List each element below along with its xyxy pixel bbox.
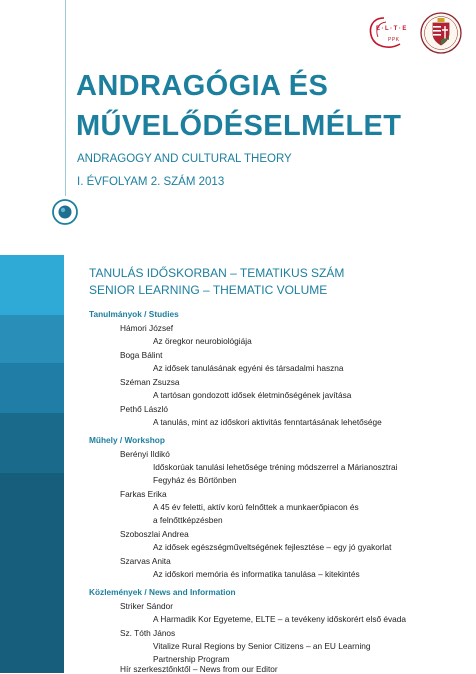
color-band-3 bbox=[0, 363, 64, 413]
toc-article-title: Az idősek egészségműveltségének fejlesztése – egy jó gyakorlat bbox=[153, 542, 392, 552]
toc-author: Berényi Ildikó bbox=[120, 449, 170, 459]
color-band-2 bbox=[0, 315, 64, 363]
section-title-workshop: Műhely / Workshop bbox=[89, 435, 165, 445]
toc-article-title-continued: Fegyház és Börtönben bbox=[153, 475, 237, 485]
toc-author: Boga Bálint bbox=[120, 350, 163, 360]
toc-author: Széman Zsuzsa bbox=[120, 377, 180, 387]
toc-article-title: A tanulás, mint az időskori aktivitás fenntartásának lehetősége bbox=[153, 417, 382, 427]
journal-title-line-1: ANDRAGÓGIA ÉS bbox=[76, 70, 329, 102]
section-title-news: Közlemények / News and Information bbox=[89, 587, 236, 597]
toc-article-title: A Harmadik Kor Egyeteme, ELTE – a tevékeny időskorért első évada bbox=[153, 614, 407, 624]
journal-title-line-2: MŰVELŐDÉSELMÉLET bbox=[76, 110, 402, 142]
elte-ppk-logo bbox=[366, 14, 412, 52]
ppk-logo-text: PPK bbox=[388, 37, 400, 43]
toc-editor-note: Hír szerkesztőnktől – News from our Editor bbox=[120, 664, 278, 674]
toc-author: Hámori József bbox=[120, 323, 174, 333]
color-band-1 bbox=[0, 255, 64, 315]
coat-of-arms-icon bbox=[420, 12, 462, 54]
circle-marker-icon bbox=[52, 199, 78, 225]
toc-article-title: Az öregkor neurobiológiája bbox=[153, 336, 252, 346]
toc-author: Farkas Erika bbox=[120, 489, 167, 499]
toc-article-title: A 45 év feletti, aktív korú felnőttek a munkaerőpiacon és bbox=[153, 502, 359, 512]
toc-article-title: A tartósan gondozott idősek életminőségének javítása bbox=[153, 390, 352, 400]
journal-title-english: ANDRAGOGY AND CULTURAL THEORY bbox=[77, 153, 292, 165]
toc-article-title: Vitalize Rural Regions by Senior Citizens – an EU Learning bbox=[153, 641, 371, 651]
toc-article-title: Az idősek tanulásának egyéni és társadalmi haszna bbox=[153, 363, 344, 373]
toc-article-title: Időskorúak tanulási lehetősége tréning módszerrel a Márianosztrai bbox=[153, 462, 398, 472]
thematic-title-english: SENIOR LEARNING – THEMATIC VOLUME bbox=[89, 283, 328, 297]
toc-article-title-continued: a felnőttképzésben bbox=[153, 515, 223, 525]
volume-issue-year: I. ÉVFOLYAM 2. SZÁM 2013 bbox=[77, 176, 225, 188]
title-guide-line bbox=[65, 0, 66, 196]
section-title-studies: Tanulmányok / Studies bbox=[89, 309, 179, 319]
color-band-4 bbox=[0, 413, 64, 473]
toc-author: Striker Sándor bbox=[120, 601, 174, 611]
thematic-title-hungarian: TANULÁS IDŐSKORBAN – TEMATIKUS SZÁM bbox=[89, 266, 345, 280]
toc-author: Pethő László bbox=[120, 404, 168, 414]
toc-author: Szoboszlai Andrea bbox=[120, 529, 189, 539]
toc-author: Sz. Tóth János bbox=[120, 628, 176, 638]
toc-article-title-continued: Partnership Program bbox=[153, 654, 230, 664]
color-band-5 bbox=[0, 473, 64, 673]
toc-author: Szarvas Anita bbox=[120, 556, 171, 566]
elte-logo-text: E·L·T·E bbox=[376, 26, 408, 32]
toc-article-title: Az időskori memória és informatika tanulása – kitekintés bbox=[153, 569, 360, 579]
